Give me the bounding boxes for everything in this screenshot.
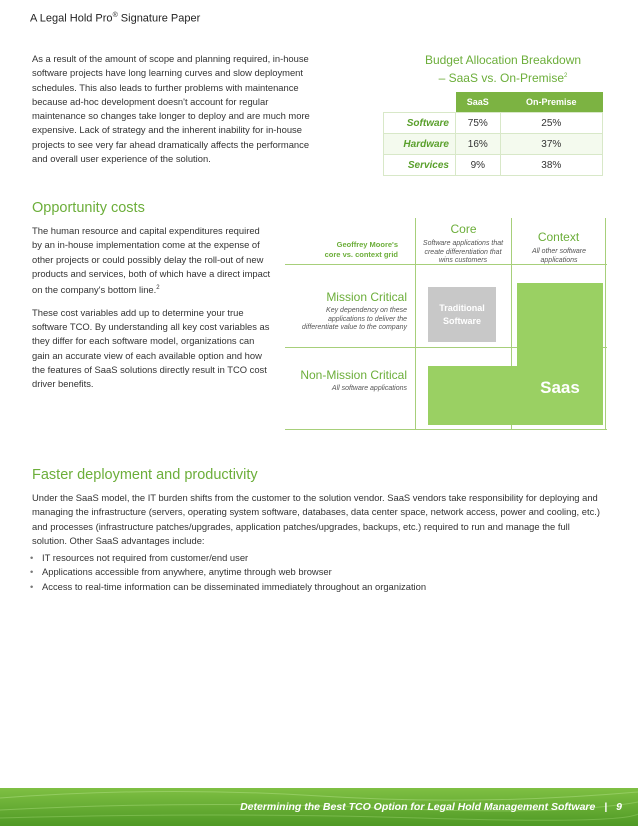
saas-value: 9% — [456, 155, 501, 176]
onprem-value: 38% — [500, 155, 602, 176]
grid-line-v3 — [605, 218, 606, 430]
brand-subtitle: Signature Paper — [117, 12, 201, 25]
mission-critical-description: Key dependency on these applications to deliver the differentiate value to the company — [301, 307, 407, 331]
opportunity-text — [32, 224, 272, 399]
budget-header-saas: SaaS — [456, 92, 501, 113]
budget-title-line1: Budget Allocation Breakdown — [424, 53, 582, 67]
onprem-value: 25% — [500, 113, 602, 134]
brand-name: A Legal Hold Pro — [30, 12, 113, 25]
budget-title-line2: – SaaS vs. On-Premise$^2$ — [438, 71, 568, 85]
non-mission-critical-description: All software applications — [331, 385, 407, 392]
context-label: Context — [537, 230, 580, 244]
mission-critical-label: Mission Critical — [326, 290, 407, 304]
context-description: All other software applications — [531, 248, 587, 264]
row-label: Software — [384, 113, 456, 134]
bullet-icon: • — [30, 580, 34, 592]
page-number: 9 — [616, 801, 622, 813]
list-item: • Applications accessible from anywhere, anytime through web browser — [30, 565, 605, 579]
table-row — [384, 134, 603, 155]
footer-title: Determining the Best TCO Option for Legal Hold Management Software — [240, 801, 596, 813]
saas-label: Saas — [540, 378, 580, 397]
table-row — [384, 113, 603, 134]
list-item: • IT resources not required from customer/end user — [30, 551, 605, 565]
budget-title — [398, 52, 608, 86]
faster-paragraph: Under the SaaS model, the IT burden shifts from the customer to the solution vendor. SaaS vendors take responsibility for deploying and managing the infrastructure (servers, operating system software, databases, data center space, network access, power and cooling, etc.) and processes (infrastructure patches/upgrades, application patches/upgrades, backups, etc.) required to run and manage the full solution. Other SaaS advantages include: — [32, 492, 600, 546]
opportunity-footnote-mark: 2 — [156, 285, 160, 292]
non-mission-critical-label: Non-Mission Critical — [300, 368, 407, 382]
brand-registered-mark: ® — [112, 12, 118, 19]
brand-header — [30, 12, 200, 25]
opportunity-title: Opportunity costs — [32, 200, 145, 216]
faster-title: Faster deployment and productivity — [32, 467, 258, 483]
opportunity-para1: The human resource and capital expenditures required by an in-house implementation come at the expense of other projects or could possibly delay the roll-out of new products and services, both of which have a direct impact on the company's bottom line.$^2$ — [32, 225, 271, 296]
core-description: Software applications that create differentiation that wins customers — [422, 240, 504, 264]
budget-header-row — [384, 92, 603, 113]
budget-header-blank — [384, 92, 456, 113]
grid-line-h3 — [285, 429, 607, 430]
bullet-icon: • — [30, 552, 34, 563]
list-item: • Access to real-time information can be disseminated immediately throughout an organization — [30, 580, 605, 594]
footer-separator: | — [604, 801, 608, 813]
row-label: Hardware — [384, 134, 456, 155]
saas-value: 16% — [456, 134, 501, 155]
traditional-software-block: Traditional Software — [428, 287, 496, 342]
row-label: Services — [384, 155, 456, 176]
table-row — [384, 155, 603, 176]
intro-paragraph: As a result of the amount of scope and planning required, in-house software projects have long learning curves and slow deployment schedules. This also leads to further problems with maintenance because ad-hoc development doesn't account for regular maintenance so changes take longer to deploy and are much more expensive. Lack of strategy and the inherent inability for in-house projects to see very far ahead dramatically affects the performance and overall user experience of the solution. — [32, 53, 310, 165]
footer-text — [240, 801, 622, 813]
opportunity-para2: These cost variables add up to determine your true software TCO. By understanding all key cost variables as they differ for each software model, organizations can gain an accurate view of each available option and how the features of SaaS solutions directly result in TCO cost driver benefits. — [32, 306, 270, 390]
budget-table — [383, 92, 603, 176]
grid-caption: Geoffrey Moore's core vs. context grid — [324, 240, 398, 259]
budget-footnote-mark: 2 — [564, 73, 568, 79]
budget-header-onprem: On-Premise — [500, 92, 602, 113]
advantages-list — [30, 551, 605, 594]
grid-line-v1 — [415, 218, 416, 430]
saas-value: 75% — [456, 113, 501, 134]
onprem-value: 37% — [500, 134, 602, 155]
core-label: Core — [450, 222, 477, 236]
bullet-icon: • — [30, 566, 34, 578]
